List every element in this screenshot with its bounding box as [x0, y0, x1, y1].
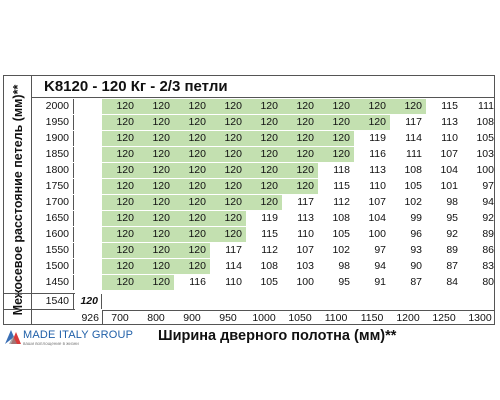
table-cell: 120: [210, 227, 246, 242]
table-cell: 120: [210, 115, 246, 130]
table-cell: 120: [282, 99, 318, 114]
table-cell: 115: [441, 100, 458, 112]
table-cell: 115: [333, 180, 350, 192]
row-header: 1550: [32, 243, 74, 258]
table-cell: 107: [368, 196, 386, 208]
column-header: 900: [183, 312, 201, 324]
table-cell: 120: [138, 275, 174, 290]
table-cell: 105: [404, 180, 422, 192]
table-cell: 120: [174, 195, 210, 210]
table-cell: 96: [410, 228, 422, 240]
row-header: 2000: [32, 99, 74, 114]
table-cell: 120: [282, 147, 318, 162]
table-cell: 120: [138, 243, 174, 258]
table-cell: 120: [174, 259, 210, 274]
table-cell: 104: [368, 212, 386, 224]
table-cell: 120: [354, 99, 390, 114]
column-header: 700: [111, 312, 129, 324]
table-cell: 113: [297, 212, 314, 224]
table-cell: 113: [441, 116, 458, 128]
table-cell: 120: [210, 131, 246, 146]
table-cell: 89: [446, 244, 458, 256]
table-cell: 120: [174, 147, 210, 162]
table-cell: 105: [476, 132, 494, 144]
table-cell: 90: [410, 260, 422, 272]
table-cell: 110: [369, 180, 386, 192]
column-header-separator: [102, 310, 103, 325]
table-cell: 111: [478, 100, 494, 112]
table-cell: 86: [482, 244, 494, 256]
table-cell: 102: [404, 196, 422, 208]
table-cell: 113: [369, 164, 386, 176]
brand-mark-icon: [5, 330, 21, 344]
table-cell: 120: [138, 195, 174, 210]
table-cell: 116: [189, 276, 206, 288]
column-header: 1250: [432, 312, 456, 324]
brand-tagline: ваши воплощение в жизни: [23, 341, 79, 346]
column-header: 1150: [360, 312, 384, 324]
table-cell: 120: [174, 131, 210, 146]
row-header: 1850: [32, 147, 74, 162]
row-header: 1950: [32, 115, 74, 130]
table-cell: 114: [225, 260, 242, 272]
table-cell: 110: [441, 132, 458, 144]
row-header: 1450: [32, 275, 74, 290]
table-cell: 95: [446, 212, 458, 224]
column-header: 1100: [324, 312, 348, 324]
table-cell: 83: [482, 260, 494, 272]
table-cell: 117: [225, 244, 242, 256]
table-cell: 97: [374, 244, 386, 256]
table-cell: 120: [210, 163, 246, 178]
table-cell: 108: [476, 116, 494, 128]
table-cell: 120: [246, 131, 282, 146]
table-cell: 108: [332, 212, 350, 224]
table-cell: 120: [246, 147, 282, 162]
extra-column-header: 926: [81, 312, 99, 324]
table-cell: 120: [102, 115, 138, 130]
table-cell: 120: [102, 195, 138, 210]
table-cell: 118: [333, 164, 350, 176]
table-cell: 112: [261, 244, 278, 256]
column-header: 1300: [468, 312, 492, 324]
table-cell: 111: [406, 148, 422, 160]
table-cell: 105: [260, 276, 278, 288]
table-cell: 120: [138, 115, 174, 130]
column-header: 1200: [396, 312, 420, 324]
column-header: 1000: [252, 312, 276, 324]
table-cell: 100: [296, 276, 314, 288]
row-header: 1900: [32, 131, 74, 146]
table-cell: 114: [405, 132, 422, 144]
table-cell: 87: [446, 260, 458, 272]
table-cell: 112: [333, 196, 350, 208]
row-header: 1650: [32, 211, 74, 226]
table-cell: 103: [476, 148, 494, 160]
table-cell: 117: [405, 116, 422, 128]
table-cell: 120: [210, 211, 246, 226]
table-cell: 120: [138, 259, 174, 274]
table-cell: 93: [410, 244, 422, 256]
table-cell: 120: [174, 115, 210, 130]
table-cell: 120: [174, 163, 210, 178]
table-cell: 108: [260, 260, 278, 272]
table-cell: 120: [102, 179, 138, 194]
table-cell: 120: [102, 147, 138, 162]
table-cell: 94: [482, 196, 494, 208]
table-cell: 120: [174, 211, 210, 226]
table-cell: 120: [138, 163, 174, 178]
table-cell: 89: [482, 228, 494, 240]
table-cell: 120: [102, 99, 138, 114]
table-cell: 120: [102, 163, 138, 178]
column-header-divider: [102, 310, 495, 311]
table-cell: 107: [440, 148, 458, 160]
chart-title: K8120 - 120 Кг - 2/3 петли: [44, 78, 228, 95]
table-cell: 120: [102, 131, 138, 146]
table-cell: 80: [482, 276, 494, 288]
table-cell: 120: [246, 195, 282, 210]
table-cell: 87: [410, 276, 422, 288]
table-cell: 115: [261, 228, 278, 240]
table-cell: 120: [138, 227, 174, 242]
table-cell: 120: [210, 147, 246, 162]
column-header: 1050: [288, 312, 312, 324]
table-cell: 120: [210, 179, 246, 194]
table-cell: 120: [102, 211, 138, 226]
row-header: 1800: [32, 163, 74, 178]
table-cell: 117: [297, 196, 314, 208]
table-cell: 119: [369, 132, 386, 144]
table-cell: 101: [440, 180, 458, 192]
table-cell: 120: [102, 259, 138, 274]
table-cell: 102: [332, 244, 350, 256]
x-axis-label: Ширина дверного полотна (мм)**: [158, 328, 397, 344]
table-cell: 120: [282, 131, 318, 146]
table-cell: 120: [102, 275, 138, 290]
table-cell: 120: [210, 195, 246, 210]
table-cell: 120: [174, 227, 210, 242]
table-cell: 120: [138, 179, 174, 194]
table-cell: 110: [225, 276, 242, 288]
table-cell: 104: [440, 164, 458, 176]
table-cell: 100: [476, 164, 494, 176]
table-cell: 92: [446, 228, 458, 240]
row-header: 1600: [32, 227, 74, 242]
table-cell: 120: [102, 243, 138, 258]
column-header: 800: [147, 312, 165, 324]
table-cell: 116: [369, 148, 386, 160]
table-cell: 103: [296, 260, 314, 272]
table-cell: 91: [374, 276, 386, 288]
extra-row-label: 1540: [32, 294, 74, 309]
row-header: 1700: [32, 195, 74, 210]
table-cell: 107: [296, 244, 314, 256]
table-cell: 98: [338, 260, 350, 272]
table-cell: 120: [282, 163, 318, 178]
table-cell: 120: [246, 115, 282, 130]
table-cell: 94: [374, 260, 386, 272]
table-cell: 120: [174, 179, 210, 194]
table-cell: 120: [138, 99, 174, 114]
table-cell: 120: [174, 243, 210, 258]
row-header: 1500: [32, 259, 74, 274]
table-cell: 95: [338, 276, 350, 288]
table-cell: 120: [138, 147, 174, 162]
table-cell: 98: [446, 196, 458, 208]
table-cell: 120: [174, 99, 210, 114]
table-cell: 120: [318, 147, 354, 162]
table-cell: 120: [210, 99, 246, 114]
table-cell: 120: [102, 227, 138, 242]
table-cell: 99: [410, 212, 422, 224]
table-cell: 108: [404, 164, 422, 176]
table-cell: 120: [138, 131, 174, 146]
table-cell: 120: [246, 179, 282, 194]
table-cell: 120: [282, 179, 318, 194]
table-cell: 110: [297, 228, 314, 240]
table-cell: 120: [246, 99, 282, 114]
table-cell: 120: [282, 115, 318, 130]
table-cell: 120: [390, 99, 426, 114]
table-cell: 119: [261, 212, 278, 224]
brand-logo: [5, 327, 155, 347]
table-cell: 120: [354, 115, 390, 130]
table-cell: 120: [318, 99, 354, 114]
extra-row-value: 120: [75, 294, 102, 309]
table-cell: 120: [138, 211, 174, 226]
table-cell: 120: [246, 163, 282, 178]
table-cell: 120: [318, 131, 354, 146]
table-cell: 120: [318, 115, 354, 130]
table-cell: 92: [482, 212, 494, 224]
brand-name: MADE ITALY GROUP: [23, 329, 134, 341]
column-header: 950: [219, 312, 237, 324]
table-cell: 97: [482, 180, 494, 192]
table-cell: 84: [446, 276, 458, 288]
table-cell: 100: [368, 228, 386, 240]
table-cell: 105: [332, 228, 350, 240]
y-axis-label: Межосевое расстояние петель (мм)**: [11, 84, 25, 316]
row-header: 1750: [32, 179, 74, 194]
